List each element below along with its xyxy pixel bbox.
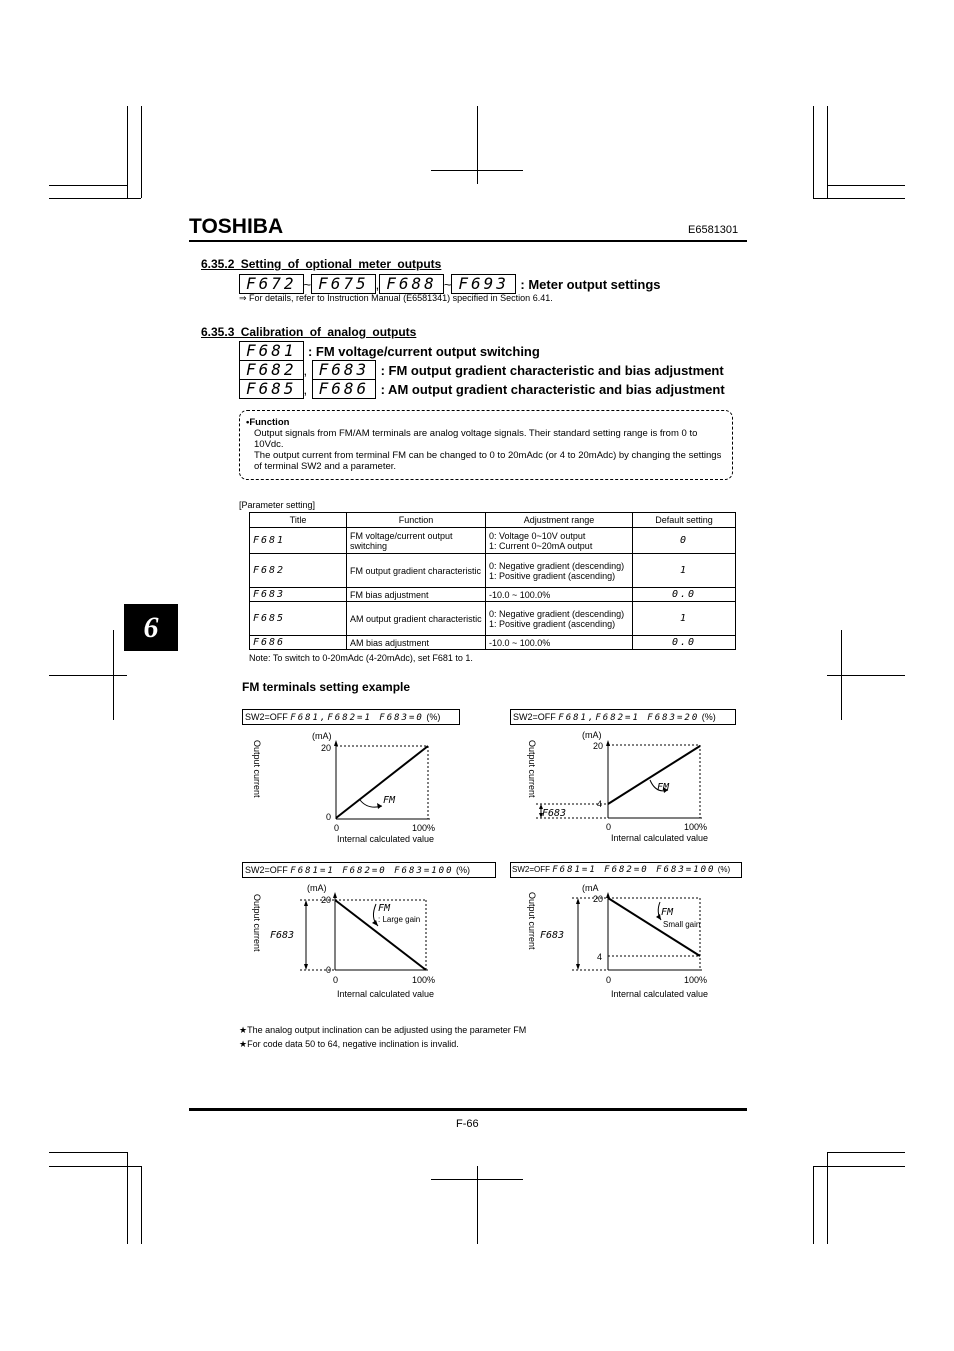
section-title-meter-outputs: 6.35.2 Setting of optional meter outputs bbox=[201, 257, 442, 271]
table-row: F682 FM output gradient characteristic 0: Negative gradient (descending) 1: Positive gradient (ascending) 1 bbox=[250, 554, 736, 588]
param-f675: F675 bbox=[311, 274, 376, 294]
meter-params-line: F672 ~ F675 , F688 ~ F693 : Meter output settings bbox=[239, 274, 661, 294]
param-f693: F693 bbox=[451, 274, 516, 294]
chart3-yunit: (mA) bbox=[307, 883, 327, 893]
chart2-label: SW2=OFF F681,F682=1 F683=20 (%) bbox=[510, 709, 736, 725]
table-row: F683 FM bias adjustment -10.0 ~ 100.0% 0.0 bbox=[250, 588, 736, 602]
table-row: F685 AM output gradient characteristic 0: Negative gradient (descending) 1: Positive gradient (ascending) 1 bbox=[250, 602, 736, 636]
chart2-xleft: 0 bbox=[606, 822, 612, 832]
chart4-graph bbox=[510, 880, 740, 1002]
chart4-yunit: (mA bbox=[582, 883, 599, 893]
param-f686: F686 bbox=[312, 379, 377, 399]
chart4-gain-label: FM bbox=[661, 907, 674, 918]
chart2-ytop: 20 bbox=[593, 741, 604, 751]
chart3-gain-label: FM bbox=[378, 903, 391, 914]
chart3-gain-note: : Large gain bbox=[378, 915, 421, 924]
chart3-graph bbox=[240, 880, 470, 1002]
chart1-line bbox=[336, 746, 428, 818]
chart4-ylabel: Output current bbox=[527, 892, 537, 950]
chart2-bias-label: F683 bbox=[542, 808, 567, 819]
chart1-yunit: (mA) bbox=[312, 731, 332, 741]
chart3-bias-label: F683 bbox=[270, 930, 295, 941]
chart1-ytop: 20 bbox=[321, 743, 332, 753]
function-title: •Function bbox=[246, 417, 290, 428]
chart2-ybottom: 4 bbox=[597, 799, 603, 809]
param-f672: F672 bbox=[239, 274, 304, 294]
table-caption: [Parameter setting] bbox=[239, 500, 316, 510]
fm-example-title: FM terminals setting example bbox=[242, 680, 411, 694]
chart1-ybottom: 0 bbox=[326, 812, 332, 822]
function-box: •Function Output signals from FM/AM terminals are analog voltage signals. Their standard setting range is from 0 to 10Vdc. The output current from terminal FM can be changed to 0 to 20mAdc (or 4 to 20mAdc) by changing the settings of terminal SW2 and a parameter. bbox=[239, 410, 733, 480]
chart4-gain-note: Small gain bbox=[663, 920, 701, 929]
chart1-gain-arrow bbox=[377, 803, 382, 809]
chart4-xleft: 0 bbox=[606, 975, 612, 985]
chart3-label: SW2=OFF F681=1 F682=0 F683=100 (%) bbox=[242, 862, 496, 878]
param-row-f685-f686: F685 , F686 : AM output gradient characteristic and bias adjustment bbox=[239, 379, 725, 399]
chart3-xright: 100% bbox=[412, 975, 436, 985]
page-number: F-66 bbox=[456, 1118, 479, 1130]
param-f685: F685 bbox=[239, 379, 304, 399]
chart1-label: SW2=OFF F681,F682=1 F683=0 (%) bbox=[242, 709, 460, 725]
param-f688: F688 bbox=[379, 274, 444, 294]
footer-rule bbox=[189, 1108, 747, 1111]
parameter-table bbox=[249, 512, 736, 650]
chart3-xleft: 0 bbox=[333, 975, 339, 985]
chart1-xlabel: Internal calculated value bbox=[337, 834, 435, 844]
param-f683: F683 bbox=[312, 360, 377, 380]
meter-output-settings-label: : Meter output settings bbox=[520, 277, 661, 292]
chart1-gain-label: FM bbox=[383, 795, 396, 806]
chart4-xlabel: Internal calculated value bbox=[611, 989, 709, 999]
chart3-ytop: 20 bbox=[321, 895, 332, 905]
chart1-xleft: 0 bbox=[334, 823, 340, 833]
meter-reference-note: ⇒ For details, refer to Instruction Manual (E6581341) specified in Section 6.41. bbox=[239, 293, 553, 303]
footnote-negative: ★For code data 50 to 64, negative inclination is invalid. bbox=[239, 1039, 459, 1049]
table-row: F686 AM bias adjustment -10.0 ~ 100.0% 0.0 bbox=[250, 636, 736, 650]
chart2-graph bbox=[510, 728, 740, 848]
table-header-row: Title Function Adjustment range Default setting bbox=[250, 513, 736, 528]
chart1-ylabel: Output current bbox=[252, 740, 262, 798]
chart4-ytop: 20 bbox=[593, 894, 604, 904]
chart3-bias-arrow-up bbox=[304, 900, 308, 906]
chart4-bias-label: F683 bbox=[540, 930, 565, 941]
chart2-line bbox=[608, 746, 700, 804]
chart4-bias-arrow-down bbox=[576, 964, 580, 970]
param-f682: F682 bbox=[239, 360, 304, 380]
chart2-ylabel: Output current bbox=[527, 740, 537, 798]
toshiba-logo: TOSHIBA bbox=[189, 215, 284, 238]
chart4-xright: 100% bbox=[684, 975, 708, 985]
chart4-yaxis-arrow bbox=[606, 892, 610, 898]
footnote-inclination: ★The analog output inclination can be adjusted using the parameter FM bbox=[239, 1025, 527, 1035]
chart2-yunit: (mA) bbox=[582, 730, 602, 740]
chart2-xright: 100% bbox=[684, 822, 708, 832]
chapter-tab: 6 bbox=[124, 604, 178, 651]
chart3-ylabel: Output current bbox=[252, 894, 262, 952]
chart4-label: SW2=OFF F681=1 F682=0 F683=100 (%) bbox=[510, 862, 742, 878]
chart2-gain-label: FM bbox=[657, 782, 670, 793]
header-rule bbox=[189, 240, 747, 242]
param-row-f682-f683: F682 , F683 : FM output gradient characteristic and bias adjustment bbox=[239, 360, 724, 380]
chart4-bias-arrow-up bbox=[576, 898, 580, 904]
section-title-calibration: 6.35.3 Calibration of analog outputs bbox=[201, 325, 417, 339]
param-f681: F681 bbox=[239, 341, 304, 361]
table-note: Note: To switch to 0-20mAdc (4-20mAdc), set F681 to 1. bbox=[249, 653, 473, 663]
chart4-ybottom: 4 bbox=[597, 952, 603, 962]
chart3-yaxis-arrow bbox=[333, 892, 337, 898]
chart3-bias-arrow-down bbox=[304, 964, 308, 970]
chart2-xlabel: Internal calculated value bbox=[611, 833, 709, 843]
table-row: F681 FM voltage/current output switching 0: Voltage 0~10V output 1: Current 0~20mA output 0 bbox=[250, 528, 736, 554]
doc-number: E6581301 bbox=[688, 224, 739, 236]
chart1-yaxis-arrow bbox=[334, 740, 338, 746]
chart1-xright: 100% bbox=[412, 823, 436, 833]
chart3-xlabel: Internal calculated value bbox=[337, 989, 435, 999]
chart1-graph bbox=[240, 728, 470, 848]
param-row-f681: F681 : FM voltage/current output switching bbox=[239, 341, 540, 361]
chart3-ybottom: 0 bbox=[326, 965, 332, 975]
